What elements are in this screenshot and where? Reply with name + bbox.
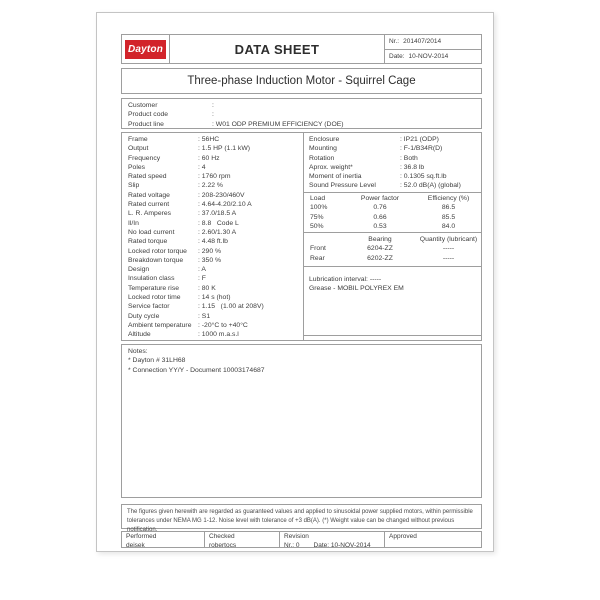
spec-column-right xyxy=(304,133,481,340)
checked-value: robertocs xyxy=(209,542,237,549)
spec-row xyxy=(128,228,303,237)
mechanical-specs xyxy=(304,133,481,192)
spec-row xyxy=(128,181,303,190)
bearing-model: 6202-ZZ xyxy=(367,254,393,262)
spec-label: Enclosure xyxy=(309,136,340,143)
approved-cell xyxy=(385,532,481,547)
spec-value: : 56HC xyxy=(198,135,219,144)
spec-row xyxy=(309,163,481,172)
spec-value: : F xyxy=(198,274,206,283)
note-line: * Connection YY/Y - Document 10003174687 xyxy=(128,366,265,374)
spec-row xyxy=(128,237,303,246)
product-line-value: : W01 ODP PREMIUM EFFICIENCY (DOE) xyxy=(212,120,344,129)
spec-row xyxy=(128,274,303,283)
bearing-header-blank xyxy=(304,235,344,244)
revision-label: Revision xyxy=(284,533,309,540)
spec-label: Rated torque xyxy=(128,238,168,246)
spec-value: : 208-230/460V xyxy=(198,191,245,200)
logo-cell xyxy=(122,35,170,63)
spec-value: : 350 % xyxy=(198,256,221,265)
bearing-position: Rear xyxy=(310,254,325,262)
spec-row xyxy=(128,321,303,330)
load-row-100 xyxy=(304,203,481,212)
spec-label: Temperature rise xyxy=(128,284,179,292)
load-table-header xyxy=(304,194,481,203)
load-cell: 100% xyxy=(310,204,328,212)
header-bar xyxy=(121,34,482,64)
spec-row xyxy=(128,135,303,144)
spec-value: : 2.22 % xyxy=(198,181,223,190)
spec-label: Rotation xyxy=(309,154,335,162)
spec-row xyxy=(309,172,481,181)
bearing-table xyxy=(304,233,481,267)
spec-value: : A xyxy=(198,265,206,274)
revision-values xyxy=(284,542,384,549)
spec-label: Ambient temperature xyxy=(128,321,192,329)
spec-label: Frequency xyxy=(128,154,161,162)
spec-value: : 14 s (hot) xyxy=(198,293,231,302)
bearing-position: Front xyxy=(310,245,326,253)
spec-label: Altitude xyxy=(128,331,151,339)
spec-row xyxy=(128,200,303,209)
spec-value: : 4.48 ft.lb xyxy=(198,237,228,246)
lubrication-grease: Grease - MOBIL POLYREX EM xyxy=(309,285,404,293)
doc-date-value: 10-NOV-2014 xyxy=(408,52,449,60)
doc-date-row xyxy=(385,50,481,64)
spec-value: : 0.1305 sq.ft.lb xyxy=(400,172,446,181)
spec-value: : F-1/B34R(D) xyxy=(400,144,442,153)
spec-row xyxy=(128,209,303,218)
spec-row xyxy=(128,172,303,181)
spec-value: : 290 % xyxy=(198,247,221,256)
spec-value: : 4 xyxy=(198,163,206,172)
spec-row xyxy=(128,256,303,265)
spec-value: : -20°C to +40°C xyxy=(198,321,248,330)
notes-block xyxy=(121,344,482,498)
performed-cell xyxy=(122,532,205,547)
customer-block xyxy=(121,98,482,129)
spec-value: : 1.5 HP (1.1 kW) xyxy=(198,144,250,153)
spec-label: Design xyxy=(128,266,150,274)
spec-label: Rated voltage xyxy=(128,191,170,199)
note-line: * Dayton # 31LH68 xyxy=(128,357,186,365)
checked-label: Checked xyxy=(209,533,235,540)
customer-label: Customer xyxy=(128,102,158,109)
spec-label: No load current xyxy=(128,228,175,236)
spec-row xyxy=(128,154,303,163)
spec-row xyxy=(128,163,303,172)
spec-row xyxy=(128,312,303,321)
doc-number-value: 201407/2014 xyxy=(403,38,442,46)
spec-row xyxy=(128,293,303,302)
spec-row xyxy=(128,302,303,311)
bearing-model: 6204-ZZ xyxy=(367,245,393,253)
product-code-label: Product code xyxy=(128,111,169,119)
spec-label: Il/In xyxy=(128,219,139,227)
product-code-row xyxy=(128,110,481,119)
spec-label: Mounting xyxy=(309,145,337,153)
doc-number-row xyxy=(385,35,481,50)
spec-label: Frame xyxy=(128,136,148,143)
spec-row xyxy=(309,181,481,190)
datasheet-page xyxy=(96,12,494,552)
spec-label: Output xyxy=(128,145,149,153)
spec-label: Slip xyxy=(128,182,140,190)
lubrication-section xyxy=(304,267,481,336)
spec-value: : 1760 rpm xyxy=(198,172,231,181)
spec-label: Rated speed xyxy=(128,173,167,181)
bearing-quantity: ----- xyxy=(442,245,455,253)
dayton-logo: Dayton xyxy=(125,40,166,59)
spec-row xyxy=(128,284,303,293)
customer-row xyxy=(128,101,481,110)
spec-row xyxy=(309,135,481,144)
performed-value: deisek xyxy=(126,542,145,549)
load-cell: 75% xyxy=(310,213,324,221)
spec-row xyxy=(128,265,303,274)
spec-value: : 60 Hz xyxy=(198,154,220,163)
load-row-50 xyxy=(304,222,481,231)
bearing-quantity: ----- xyxy=(442,254,455,262)
customer-value xyxy=(212,101,216,110)
spec-value: : 1.15 (1.00 at 208V) xyxy=(198,302,264,311)
revision-date: Date: 10-NOV-2014 xyxy=(313,542,371,549)
efficiency-cell: 86.5 xyxy=(441,204,456,212)
load-cell: 50% xyxy=(310,222,324,230)
disclaimer-block: The figures given herewith are regarded as guaranteed values and applied to sinusoidal power supplied motors, within permissible tolerances under NEMA MG 1-12. Noise level with tolerance of +3 dB(A). (*) Weight value can be changed without previous notification. xyxy=(121,504,482,529)
spec-column-left xyxy=(122,133,304,340)
approved-label: Approved xyxy=(389,533,417,540)
spec-label: Breakdown torque xyxy=(128,256,184,264)
spec-table xyxy=(121,132,482,341)
spec-value: : S1 xyxy=(198,312,210,321)
spec-value: : 4.64-4.20/2.10 A xyxy=(198,200,252,209)
document-subtitle: Three-phase Induction Motor - Squirrel Cage xyxy=(121,68,482,94)
revision-number: Nr.: 0 xyxy=(284,542,300,549)
spec-value: : 2.60/1.30 A xyxy=(198,228,236,237)
doc-number-label: Nr.: xyxy=(389,38,400,46)
signature-footer xyxy=(121,531,482,548)
spec-value: : 80 K xyxy=(198,284,216,293)
spec-label: Moment of inertia xyxy=(309,173,362,181)
doc-date-label: Date: xyxy=(389,52,405,60)
spec-value: : 52.0 dB(A) (global) xyxy=(400,181,461,190)
document-title: DATA SHEET xyxy=(234,41,320,57)
performed-label: Performed xyxy=(126,533,157,540)
spec-row xyxy=(128,330,303,339)
load-header: Load xyxy=(310,195,326,202)
bearing-table-header xyxy=(304,235,481,244)
spec-value: : 1000 m.a.s.l xyxy=(198,330,239,339)
lubrication-interval: Lubrication interval: ----- xyxy=(309,276,382,283)
efficiency-cell: 84.0 xyxy=(441,222,456,230)
checked-cell xyxy=(205,532,280,547)
spec-label: Sound Pressure Level xyxy=(309,182,376,190)
spec-value: : IP21 (ODP) xyxy=(400,135,439,144)
power-factor-header: Power factor xyxy=(360,195,400,202)
spec-row xyxy=(128,247,303,256)
spec-label: Locked rotor torque xyxy=(128,247,187,255)
power-factor-cell: 0.53 xyxy=(373,222,387,230)
revision-cell xyxy=(280,532,385,547)
efficiency-header: Efficiency (%) xyxy=(427,195,470,202)
header-meta xyxy=(384,35,481,63)
spec-label: Service factor xyxy=(128,303,170,311)
spec-label: Locked rotor time xyxy=(128,294,181,302)
spec-label: Rated current xyxy=(128,201,170,209)
spec-label: L. R. Amperes xyxy=(128,210,172,218)
product-line-row xyxy=(128,120,481,129)
spec-label: Insulation class xyxy=(128,275,175,283)
quantity-header: Quantity (lubricant) xyxy=(419,236,478,243)
power-factor-cell: 0.66 xyxy=(373,213,387,221)
spec-row xyxy=(128,191,303,200)
spec-value: : 36.8 lb xyxy=(400,163,424,172)
efficiency-cell: 85.5 xyxy=(441,213,456,221)
spec-label: Duty cycle xyxy=(128,312,160,320)
load-performance-table xyxy=(304,192,481,233)
bearing-row-rear xyxy=(304,254,481,263)
power-factor-cell: 0.76 xyxy=(373,204,387,212)
notes-title: Notes: xyxy=(128,348,148,355)
spec-row xyxy=(128,144,303,153)
spec-value: : Both xyxy=(400,154,418,163)
spec-label: Aprox. weight* xyxy=(309,163,353,171)
bearing-header: Bearing xyxy=(368,236,392,243)
bearing-row-front xyxy=(304,244,481,253)
product-line-label: Product line xyxy=(128,120,164,128)
spec-value: : 37.0/18.5 A xyxy=(198,209,236,218)
product-code-value xyxy=(212,110,216,119)
spec-label: Poles xyxy=(128,163,146,171)
spec-row xyxy=(128,219,303,228)
load-row-75 xyxy=(304,213,481,222)
spec-row xyxy=(309,154,481,163)
spec-row xyxy=(309,144,481,153)
spec-value: : 8.8 Code L xyxy=(198,219,239,228)
